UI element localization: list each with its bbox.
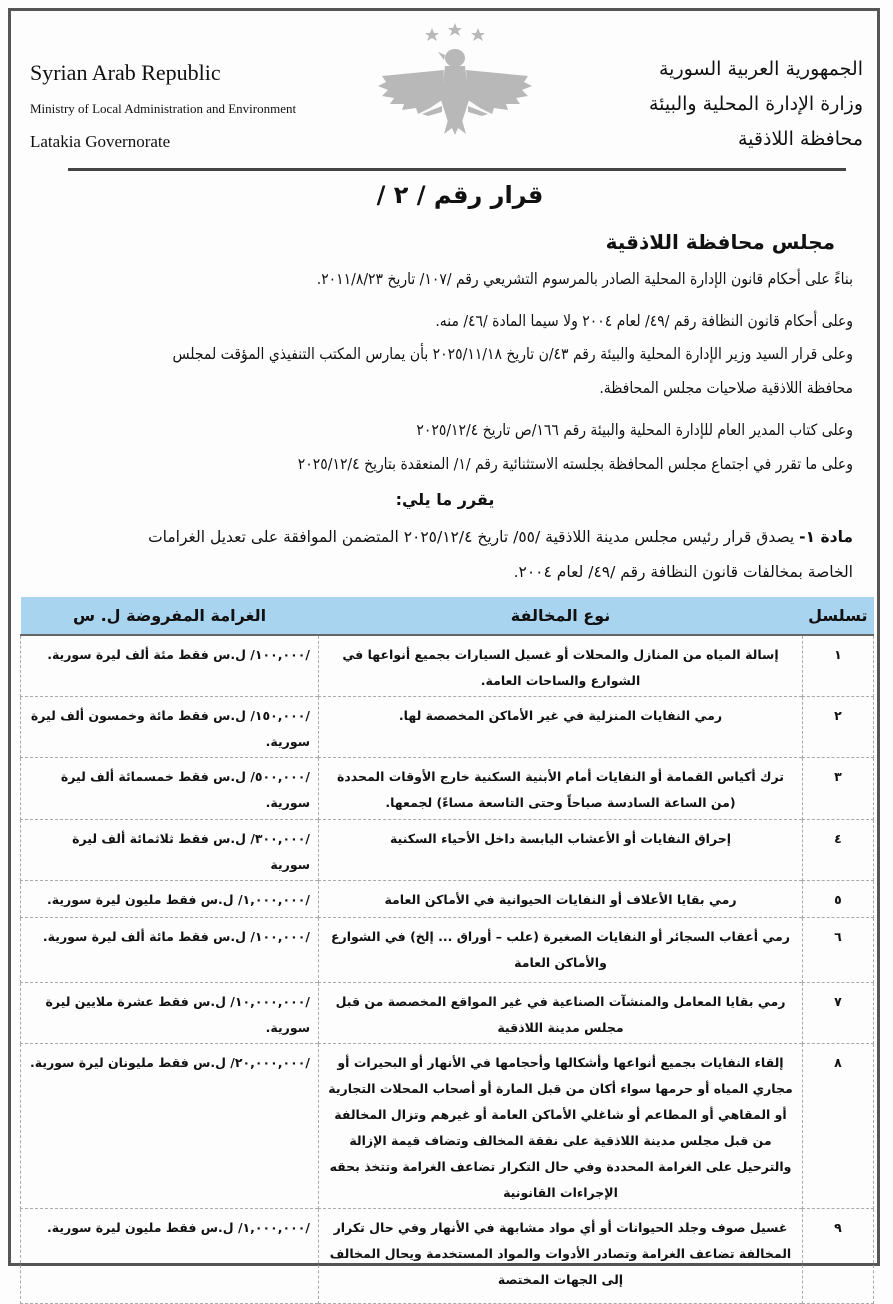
row-violation: إلقاء النفايات بجميع أنواعها وأشكالها وأحجامها في الأنهار أو البحيرات أو مجاري المياه أو حرمها سواء أكان من قبل المارة أو أصحاب المحلات التجارية أو المقاهي أو المطاعم أو شاغلي الأماكن العامة أو غيرهم وتزال المخالفة من قبل مجلس مدينة اللاذقية على نفقة المخالف وتضاف قيمة الإزالة والترحيل على الغرامة المحددة وفي حال التكرار تضاعف الغرامة وتتخذ بحقه الإجراءات القانونية bbox=[319, 1044, 803, 1209]
column-header-serial: تسلسل bbox=[803, 597, 874, 635]
table-row bbox=[21, 697, 874, 758]
row-violation: رمي أعقاب السجائر أو النفايات الصغيرة (علب – أوراق ... إلخ) في الشوارع والأماكن العامة bbox=[319, 918, 803, 983]
row-violation: إسالة المياه من المنازل والمحلات أو غسيل السيارات بجميع أنواعها في الشوارع والساحات العامة. bbox=[319, 635, 803, 697]
row-serial: ٨ bbox=[803, 1044, 874, 1209]
table-row bbox=[21, 758, 874, 820]
preamble-line: وعلى أحكام قانون النظافة رقم /٤٩/ لعام ٢٠٠٤ ولا سيما المادة /٤٦/ منه. bbox=[435, 312, 853, 330]
row-serial: ١ bbox=[803, 635, 874, 697]
preamble-line: وعلى كتاب المدير العام للإدارة المحلية والبيئة رقم ١٦٦/ص تاريخ ٢٠٢٥/١٢/٤ bbox=[416, 421, 853, 439]
article-1-line-2: الخاصة بمخالفات قانون النظافة رقم /٤٩/ لعام ٢٠٠٤. bbox=[513, 563, 853, 581]
article-label: مادة ١- bbox=[799, 528, 853, 546]
row-serial: ٦ bbox=[803, 918, 874, 983]
column-header-fine: الغرامة المفروضة ل. س bbox=[21, 597, 319, 635]
row-violation: إحراق النفايات أو الأعشاب اليابسة داخل الأحياء السكنية bbox=[319, 820, 803, 881]
preamble-line: وعلى قرار السيد وزير الإدارة المحلية والبيئة رقم ٤٣/ن تاريخ ٢٠٢٥/١١/١٨ بأن يمارس المكتب التنفيذي المؤقت لمجلس bbox=[172, 345, 853, 363]
row-fine: /١,٠٠٠,٠٠٠/ ل.س فقط مليون ليرة سورية. bbox=[21, 1209, 319, 1304]
row-serial: ٥ bbox=[803, 881, 874, 918]
row-serial: ٩ bbox=[803, 1209, 874, 1304]
row-fine: /١,٠٠٠,٠٠٠/ ل.س فقط مليون ليرة سورية. bbox=[21, 881, 319, 918]
row-violation: رمي بقايا الأعلاف أو النفايات الحيوانية في الأماكن العامة bbox=[319, 881, 803, 918]
table-row bbox=[21, 820, 874, 881]
row-fine: /١٠,٠٠٠,٠٠٠/ ل.س فقط عشرة ملايين ليرة سورية. bbox=[21, 983, 319, 1044]
header-divider bbox=[68, 168, 846, 171]
row-fine: /٢٠,٠٠٠,٠٠٠/ ل.س فقط مليونان ليرة سورية. bbox=[21, 1044, 319, 1209]
header-en-ministry: Ministry of Local Administration and Environment bbox=[30, 101, 297, 116]
row-violation: رمي النفايات المنزلية في غير الأماكن المخصصة لها. bbox=[319, 697, 803, 758]
header-ar-republic: الجمهورية العربية السورية bbox=[658, 58, 863, 80]
council-name: مجلس محافظة اللاذقية bbox=[605, 230, 835, 254]
article-1-line-1 bbox=[32, 528, 853, 546]
table-row bbox=[21, 1044, 874, 1209]
header-en-republic: Syrian Arab Republic bbox=[30, 60, 221, 85]
decision-title: قرار رقم / ٢ / bbox=[376, 181, 544, 209]
row-violation: رمي بقايا المعامل والمنشآت الصناعية في غير المواقع المخصصة من قبل مجلس مدينة اللاذقية bbox=[319, 983, 803, 1044]
row-serial: ٢ bbox=[803, 697, 874, 758]
resolves-heading: يقرر ما يلي: bbox=[395, 490, 495, 509]
row-fine: /١٥٠,٠٠٠/ ل.س فقط مائة وخمسون ألف ليرة سورية. bbox=[21, 697, 319, 758]
header-ar-governorate: محافظة اللاذقية bbox=[738, 128, 863, 150]
table-header-row bbox=[21, 597, 874, 635]
preamble-line: محافظة اللاذقية صلاحيات مجلس المحافظة. bbox=[599, 379, 853, 397]
column-header-violation: نوع المخالفة bbox=[319, 597, 803, 635]
preamble-line: وعلى ما تقرر في اجتماع مجلس المحافظة بجلسته الاستثنائية رقم /١/ المنعقدة بتاريخ ٢٠٢٥/١٢/٤ bbox=[297, 455, 853, 473]
row-fine: /٥٠٠,٠٠٠/ ل.س فقط خمسمائة ألف ليرة سورية. bbox=[21, 758, 319, 820]
row-serial: ٤ bbox=[803, 820, 874, 881]
eagle-emblem-icon bbox=[372, 10, 538, 135]
header-ar-ministry: وزارة الإدارة المحلية والبيئة bbox=[648, 93, 863, 115]
article-text: يصدق قرار رئيس مجلس مدينة اللاذقية /٥٥/ تاريخ ٢٠٢٥/١٢/٤ المتضمن الموافقة على تعديل الغرامات bbox=[148, 528, 795, 546]
row-fine: /٣٠٠,٠٠٠/ ل.س فقط ثلاثمائة ألف ليرة سورية bbox=[21, 820, 319, 881]
row-fine: /١٠٠,٠٠٠/ ل.س فقط مئة ألف ليرة سورية. bbox=[21, 635, 319, 697]
row-serial: ٣ bbox=[803, 758, 874, 820]
row-violation: غسيل صوف وجلد الحيوانات أو أي مواد مشابهة في الأنهار وفي حال تكرار المخالفة تضاعف الغرامة وتصادر الأدوات والمواد المستخدمة ويحال المخالف إلى الجهات المختصة bbox=[319, 1209, 803, 1304]
row-serial: ٧ bbox=[803, 983, 874, 1044]
row-fine: /١٠٠,٠٠٠/ ل.س فقط مائة ألف ليرة سورية. bbox=[21, 918, 319, 983]
header-en-governorate: Latakia Governorate bbox=[30, 132, 171, 151]
table-row bbox=[21, 983, 874, 1044]
table-row bbox=[21, 881, 874, 918]
table-row bbox=[21, 635, 874, 697]
table-row bbox=[21, 918, 874, 983]
fines-table bbox=[20, 597, 874, 1304]
preamble-line: بناءً على أحكام قانون الإدارة المحلية الصادر بالمرسوم التشريعي رقم /١٠٧/ تاريخ ٢٠١١/٨/٢٣. bbox=[316, 270, 853, 288]
row-violation: ترك أكياس القمامة أو النفايات أمام الأبنية السكنية خارج الأوقات المحددة (من الساعة السادسة صباحاً وحتى التاسعة مساءً) لجمعها. bbox=[319, 758, 803, 820]
table-row bbox=[21, 1209, 874, 1304]
